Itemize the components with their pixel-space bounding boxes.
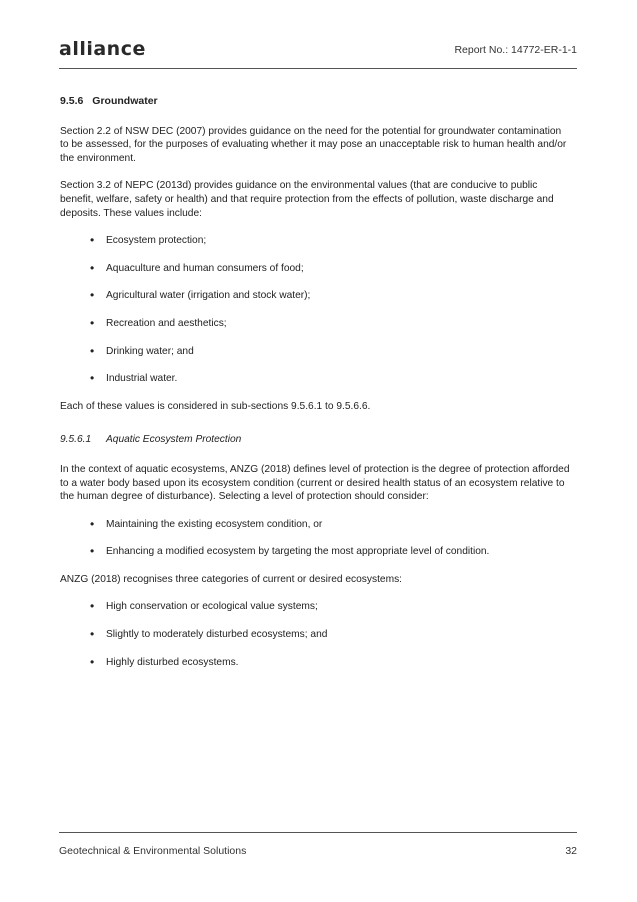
report-number: Report No.: 14772-ER-1-1 — [454, 44, 577, 56]
list-item: • Aquaculture and human consumers of food; — [60, 262, 572, 276]
protection-list — [60, 518, 572, 559]
page-header — [59, 38, 577, 69]
page-footer — [59, 832, 577, 857]
subsection-number: 9.5.6.1 — [60, 434, 92, 446]
paragraph: Section 2.2 of NSW DEC (2007) provides guidance on the need for the potential for groundwater contamination to be assessed, for the purposes of evaluating whether it may pose an unacceptable risk to human health and/or the environment. — [60, 125, 567, 164]
list-item: • Enhancing a modified ecosystem by targeting the most appropriate level of condition. — [60, 545, 572, 559]
page-number: 32 — [565, 845, 577, 857]
list-item: • High conservation or ecological value systems; — [60, 600, 572, 614]
paragraph: Section 3.2 of NEPC (2013d) provides guidance on the environmental values (that are conducive to public benefit, welfare, safety or health) and that require protection from the effects of pollution, waste discharge and deposits. These values include: — [60, 180, 554, 219]
list-item: • Agricultural water (irrigation and stock water); — [60, 289, 572, 303]
paragraph: Each of these values is considered in sub-sections 9.5.6.1 to 9.5.6.6. — [60, 400, 371, 412]
subsection-heading — [60, 433, 572, 447]
document-body — [60, 95, 572, 683]
list-item: • Highly disturbed ecosystems. — [60, 656, 572, 670]
section-number: 9.5.6 — [60, 95, 84, 107]
paragraph: In the context of aquatic ecosystems, ANZG (2018) defines level of protection is the degree of protection afforded to a water body based upon its ecosystem condition (current or desired health status of an ecosystem relative to the human degree of disturbance). Selecting a level of protection should consider: — [60, 463, 570, 503]
section-heading — [60, 95, 572, 109]
paragraph: ANZG (2018) recognises three categories of current or desired ecosystems: — [60, 573, 402, 585]
section-title: Groundwater — [92, 95, 158, 107]
environmental-values-list — [60, 234, 572, 386]
list-item: • Drinking water; and — [60, 345, 572, 359]
footer-organisation: Geotechnical & Environmental Solutions — [59, 845, 247, 857]
list-item: • Industrial water. — [60, 372, 572, 386]
list-item: • Slightly to moderately disturbed ecosystems; and — [60, 628, 572, 642]
list-item: • Maintaining the existing ecosystem condition, or — [60, 518, 572, 532]
ecosystem-categories-list — [60, 600, 572, 669]
subsection-title: Aquatic Ecosystem Protection — [106, 434, 242, 446]
list-item: • Ecosystem protection; — [60, 234, 572, 248]
list-item: • Recreation and aesthetics; — [60, 317, 572, 331]
alliance-logo: alliance — [59, 38, 146, 60]
